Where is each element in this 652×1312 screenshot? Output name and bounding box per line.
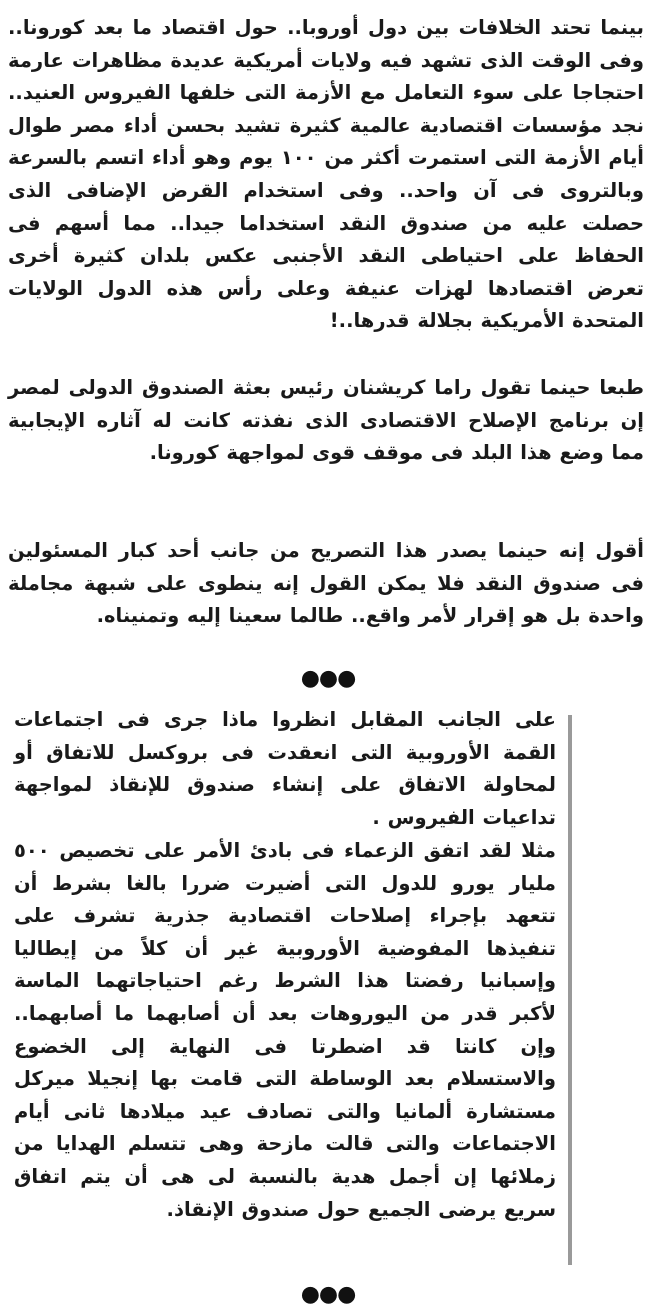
article-paragraph: بينما تحتد الخلافات بين دول أوروبا.. حول اقتصاد ما بعد كورونا.. وفى الوقت الذى تشهد فيه ولايات أمريكية عديدة مظاهرات عارمة احتجاجا على سوء التعامل مع الأزمة التى خلفها الفيروس العنيد.. نجد مؤسسات اقتصادية عالمية كثيرة تشيد بحسن أداء مصر طوال أيام الأزمة التى استمرت أكثر من ١٠٠ يوم وهو أداء اتسم بالسرعة وبالتروى فى آن واحد.. وفى استخدام القرض الإضافى الذى حصلت عليه من صندوق النقد استخداما جيدا.. مما أسهم فى الحفاظ على احتياطى النقد الأجنبى عكس بلدان كثيرة أخرى تعرض اقتصادها لهزات عنيفة وعلى رأس هذه الدول الولايات المتحدة الأمريكية بجلالة قدرها..! (8, 16, 644, 333)
boxed-section-rule (568, 715, 572, 1265)
boxed-paragraph: مثلا لقد اتفق الزعماء فى بادئ الأمر على تخصيص ٥٠٠ مليار يورو للدول التى أضيرت ضررا بالغا بشرط أن تتعهد بإجراء إصلاحات اقتصادية جذرية تشرف على تنفيذها المفوضية الأوروبية غير أن كلاً من إيطاليا وإسبانيا رفضتا هذا الشرط رغم احتياجاتهما الماسة لأكبر قدر من اليوروهات بعد أن أصابهما ما أصابهما.. وإن كانتا قد اضطرتا فى النهاية إلى الخضوع والاستسلام بعد الوساطة التى قامت بها إنجيلا ميركل مستشارة ألمانيا والتى تصادف عيد ميلادها ثانى أيام الاجتماعات والتى قالت مازحة وهى تتسلم الهدايا من زملائها إن أجمل هدية بالنسبة لى هى أن يتم اتفاق سريع يرضى الجميع حول صندوق الإنقاذ. (14, 839, 556, 1221)
section-separator: ●●● (300, 666, 356, 691)
article-paragraph: أقول إنه حينما يصدر هذا التصريح من جانب أحد كبار المسئولين فى صندوق النقد فلا يمكن القول إنه ينطوى على شبهة مجاملة واحدة بل هو إقرار لأمر واقع.. طالما سعينا إليه وتمنيناه. (8, 539, 644, 628)
section-separator: ●●● (300, 1282, 356, 1307)
article-paragraph: طبعا حينما تقول راما كريشنان رئيس بعثة الصندوق الدولى لمصر إن برنامج الإصلاح الاقتصادى الذى نفذته كانت له آثاره الإيجابية مما وضع هذا البلد فى موقف قوى لمواجهة كورونا. (8, 376, 644, 465)
boxed-paragraph: على الجانب المقابل انظروا ماذا جرى فى اجتماعات القمة الأوروبية التى انعقدت فى بروكسل للاتفاق أو لمحاولة الاتفاق على إنشاء صندوق للإنقاذ لمواجهة تداعيات الفيروس . (14, 708, 556, 829)
